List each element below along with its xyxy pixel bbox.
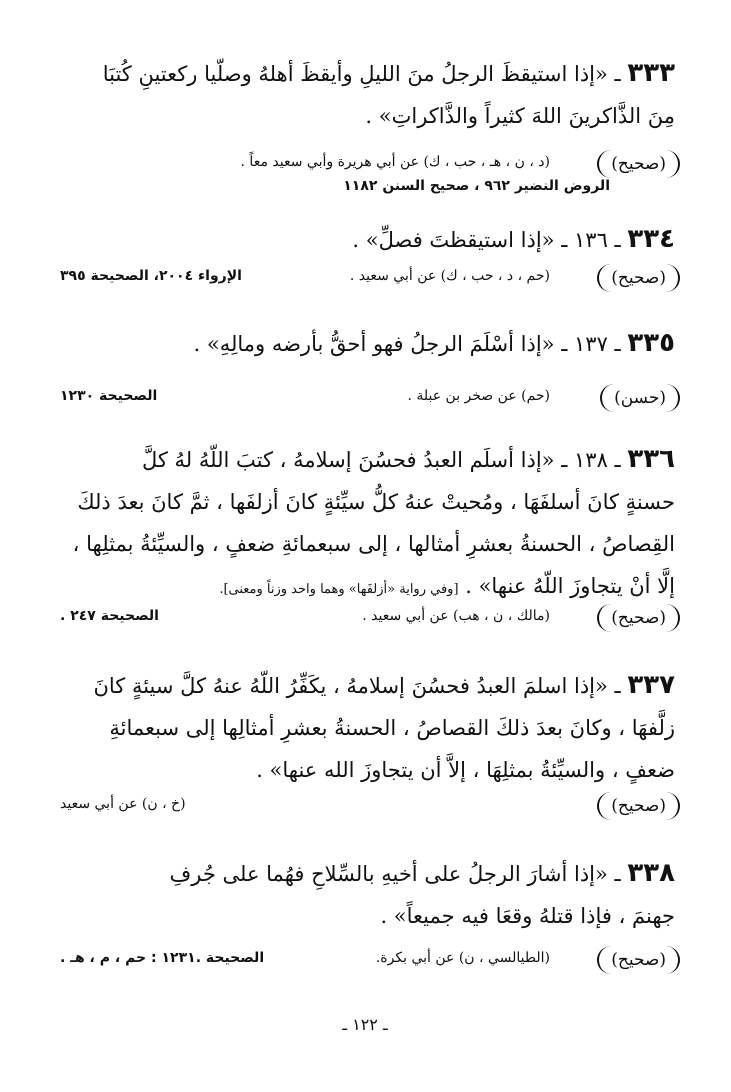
grade-badge: (صحيح)	[597, 150, 680, 178]
hadith-number: ٣٣٧	[627, 670, 675, 700]
reference: الصحيحة .١٢٣١ : حم ، م ، هـ .	[60, 950, 265, 966]
hadith-text-line: ـ ١٣٧ ـ «إذا أسْلَمَ الرجلُ فهو أحقُّ بأرضه ومالِهِ» .	[193, 332, 621, 356]
hadith-number: ٣٣٣	[627, 58, 675, 88]
hadith-text-line: ـ ١٣٦ ـ «إذا استيقظتَ فصلِّ» .	[352, 228, 621, 252]
narrators: (حم ، د ، حب ، ك) عن أبي سعيد .	[349, 268, 550, 284]
narrators: (د ، ن ، هـ ، حب ، ك) عن أبي هريرة وأبي سعيد معاً .	[240, 154, 550, 170]
hadith-text-line: زلَّفهَا ، وكانَ بعدَ ذلكَ القصاصُ ، الحسنةُ بعشرِ أمثالِها إلى سبعمائةِ	[109, 716, 675, 740]
hadith-number: ٣٣٥	[627, 328, 675, 358]
hadith-text-line: مِنَ الذَّاكرينَ اللهَ كثيراً والذَّاكراتِ» .	[365, 104, 675, 128]
source-row	[60, 944, 680, 978]
reference: الروض النضير ٩٦٢ ، صحيح السنن ١١٨٢	[343, 178, 610, 194]
hadith-number: ٣٣٤	[627, 224, 675, 254]
hadith-333	[60, 52, 675, 137]
reference: الإرواء ٢٠٠٤، الصحيحة ٣٩٥	[60, 268, 242, 284]
hadith-text-line: حسنةٍ كانَ أسلفَهَا ، ومُحيتْ عنهُ كلُّ سيِّئةٍ كانَ أزلفَها ، ثمَّ كانَ بعدَ ذلكَ	[77, 490, 675, 514]
hadith-text-line: ـ «إذا أشارَ الرجلُ على أخيهِ بالسِّلاحِ فهُما على جُرفِ	[169, 862, 621, 886]
hadith-335	[60, 322, 675, 365]
hadith-337	[60, 664, 675, 791]
hadith-text-line: ـ «إذا اسلمَ العبدُ فحسُنَ إسلامهُ ، يكَفِّرُ اللّهُ عنهُ كلَّ سيئةٍ كانَ	[93, 674, 621, 698]
hadith-text-line: جهنمَ ، فإذا قتلهُ وقعَا فيه جميعاً» .	[380, 904, 675, 928]
hadith-number: ٣٣٦	[627, 444, 675, 474]
hadith-text-line: ـ ١٣٨ ـ «إذا أسلَم العبدُ فحسُنَ إسلامهُ ، كتبَ اللّهُ لهُ كلَّ	[141, 448, 621, 472]
source-row	[60, 148, 680, 182]
grade-badge: (حسن)	[600, 384, 680, 412]
hadith-334	[60, 218, 675, 261]
hadith-text-line: ضعفٍ ، والسيِّئةُ بمثلِهَا ، إلاَّ أن يتجاوزَ الله عنها» .	[256, 758, 675, 782]
hadith-note: [وفي رواية «أزلفَها» وهما واحد وزناً ومعنى].	[219, 582, 459, 597]
grade-badge: (صحيح)	[597, 604, 680, 632]
source-row	[60, 262, 680, 296]
reference: الصحيحة ١٢٣٠	[60, 388, 158, 404]
source-row	[60, 790, 680, 824]
source-row	[60, 382, 680, 416]
narrators: (مالك ، ن ، هب) عن أبي سعيد .	[362, 608, 550, 624]
narrators: (خ ، ن) عن أبي سعيد	[60, 796, 186, 812]
hadith-text-line: القِصاصُ ، الحسنةُ بعشرِ أمثالها ، إلى سبعمائةِ ضعفٍ ، والسيِّئةُ بمثلِها ،	[72, 532, 675, 556]
reference: الصحيحة ٢٤٧ .	[60, 608, 159, 624]
hadith-338	[60, 852, 675, 937]
hadith-text-line: ـ «إذا استيقظَ الرجلُ منَ الليلِ وأيقظَ أهلهُ وصلّيا ركعتينِ كُتبَا	[102, 62, 621, 86]
narrators: (حم) عن صخر بن عبلة .	[407, 388, 550, 404]
grade-badge: (صحيح)	[597, 264, 680, 292]
source-row	[60, 602, 680, 636]
hadith-text-line: إلَّا أنْ يتجاوزَ اللّهُ عنها» .	[465, 574, 675, 598]
grade-badge: (صحيح)	[597, 946, 680, 974]
page-number: ـ ١٢٢ ـ	[342, 1015, 388, 1034]
hadith-number: ٣٣٨	[627, 858, 675, 888]
grade-badge: (صحيح)	[597, 792, 680, 820]
hadith-336	[60, 438, 675, 611]
narrators: (الطيالسي ، ن) عن أبي بكرة.	[375, 950, 550, 966]
